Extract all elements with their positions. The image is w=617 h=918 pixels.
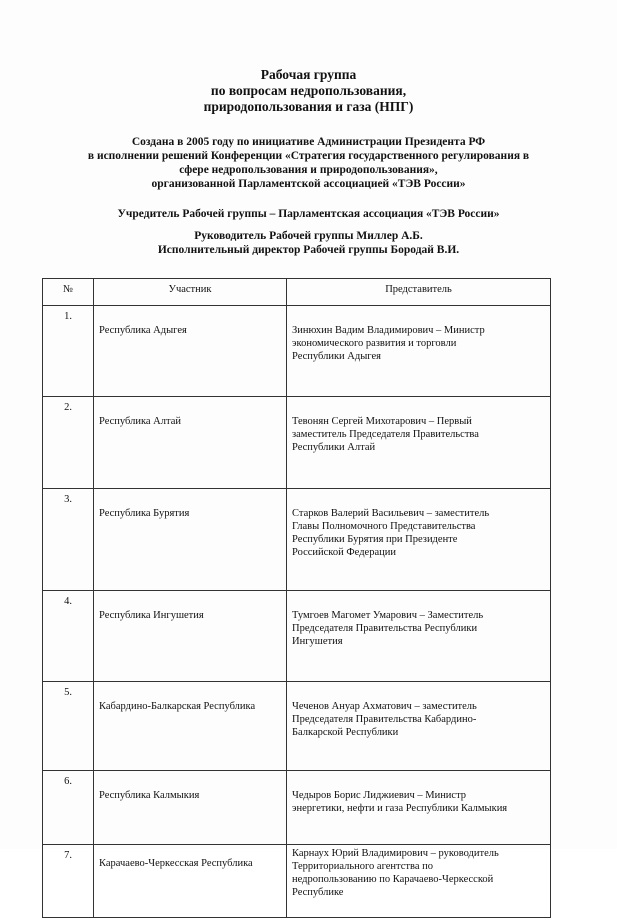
participant-cell: Кабардино-Балкарская Республика — [94, 682, 287, 771]
rep-line: недропользованию по Карачаево-Черкесской — [292, 874, 494, 885]
title-line-3: природопользования и газа (НПГ) — [203, 99, 414, 114]
row-number: 5. — [43, 682, 94, 771]
participant-cell: Карачаево-Черкесская Республика — [94, 845, 287, 918]
rep-line: Республики Бурятия при Президенте — [292, 534, 458, 545]
rep-line: Ингушетия — [292, 636, 343, 647]
rep-line: Балкарской Республики — [292, 727, 399, 738]
rep-line: Республики Адыгея — [292, 351, 381, 362]
title-line-1: Рабочая группа — [260, 67, 357, 82]
row-number: 2. — [43, 397, 94, 489]
table-row — [43, 306, 551, 397]
rep-line: Председателя Правительства Кабардино- — [292, 714, 477, 725]
row-number: 4. — [43, 591, 94, 682]
rep-line: Тевонян Сергей Михотарович – Первый — [292, 416, 472, 427]
representative-cell — [287, 306, 551, 397]
rep-line: Председателя Правительства Республики — [292, 623, 478, 634]
rep-line: Главы Полномочного Представительства — [292, 521, 476, 532]
rep-line: заместитель Председателя Правительства — [292, 429, 479, 440]
representative-cell — [287, 397, 551, 489]
rep-line: Тумгоев Магомет Умарович – Заместитель — [292, 610, 484, 621]
table-row — [43, 845, 551, 918]
founder-line: Учредитель Рабочей группы – Парламентская ассоциация «ТЭВ России» — [117, 208, 500, 220]
document-subtitle — [30, 135, 587, 191]
rep-line: экономического развития и торговли — [292, 338, 457, 349]
rep-line: энергетики, нефти и газа Республики Калмыкия — [292, 803, 508, 814]
table-row — [43, 771, 551, 845]
founder-statement — [0, 207, 617, 221]
subtitle-line-2: в исполнении решений Конференции «Стратегия государственного регулирования в — [87, 150, 530, 162]
rep-line: Российской Федерации — [292, 547, 396, 558]
participant-cell: Республика Калмыкия — [94, 771, 287, 845]
rep-line: Республике — [292, 887, 344, 898]
members-table — [42, 278, 551, 918]
representative-cell — [287, 489, 551, 591]
header-num: № — [43, 279, 94, 306]
subtitle-line-3: сфере недропользования и природопользования», — [179, 164, 438, 176]
representative-cell — [287, 682, 551, 771]
representative-cell — [287, 771, 551, 845]
table-header-row — [43, 279, 551, 306]
rep-line: Чеченов Ануар Ахматович – заместитель — [292, 701, 477, 712]
director-line: Исполнительный директор Рабочей группы Бородай В.И. — [157, 244, 460, 256]
representative-cell — [287, 845, 551, 918]
table-row — [43, 682, 551, 771]
title-line-2: по вопросам недропользования, — [210, 83, 407, 98]
rep-line: Чедыров Борис Лиджиевич – Министр — [292, 790, 467, 801]
leadership-block — [0, 229, 617, 257]
document-title — [0, 67, 617, 115]
participant-cell: Республика Алтай — [94, 397, 287, 489]
row-number: 6. — [43, 771, 94, 845]
rep-line: Республики Алтай — [292, 442, 376, 453]
rep-line: Карнаух Юрий Владимирович – руководитель — [292, 848, 499, 859]
rep-line: Старков Валерий Васильевич – заместитель — [292, 508, 490, 519]
table-row — [43, 489, 551, 591]
row-number: 7. — [43, 845, 94, 918]
table-row — [43, 397, 551, 489]
subtitle-line-1: Создана в 2005 году по инициативе Администрации Президента РФ — [131, 136, 486, 148]
row-number: 3. — [43, 489, 94, 591]
table-row — [43, 591, 551, 682]
representative-cell — [287, 591, 551, 682]
row-number: 1. — [43, 306, 94, 397]
participant-cell: Республика Бурятия — [94, 489, 287, 591]
participant-cell: Республика Адыгея — [94, 306, 287, 397]
header-representative: Представитель — [287, 279, 551, 306]
participant-cell: Республика Ингушетия — [94, 591, 287, 682]
subtitle-line-4: организованной Парламентской ассоциацией «ТЭВ России» — [151, 178, 466, 190]
header-participant: Участник — [94, 279, 287, 306]
rep-line: Территориального агентства по — [292, 861, 433, 872]
rep-line: Зинюхин Вадим Владимирович – Министр — [292, 325, 485, 336]
leader-line: Руководитель Рабочей группы Миллер А.Б. — [194, 230, 423, 242]
